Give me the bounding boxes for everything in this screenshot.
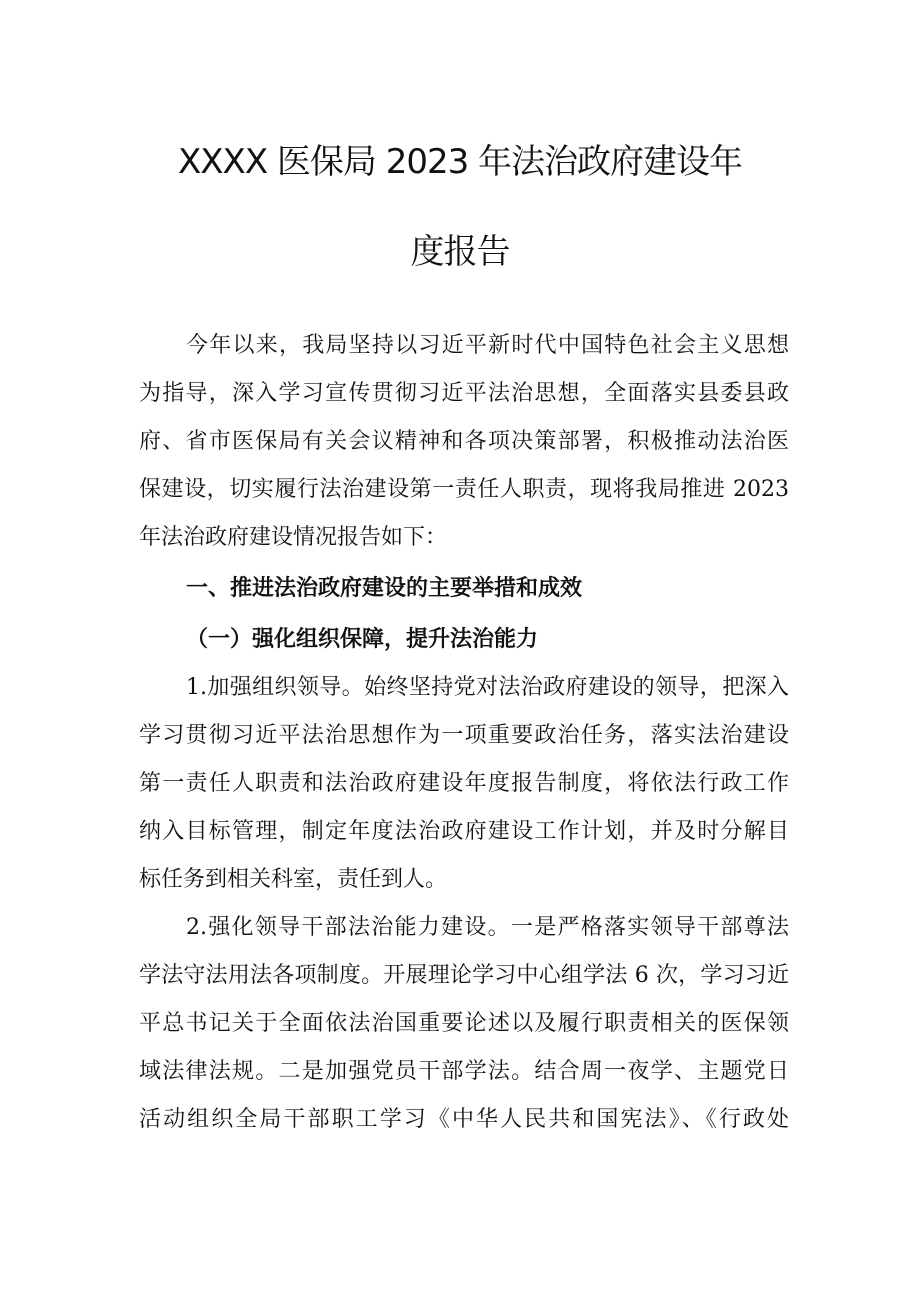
section-1-heading: 一、推进法治政府建设的主要举措和成效 [186,576,583,601]
subsection-1-heading: （一）强化组织保障，提升法治能力 [186,626,539,652]
item-2-line-1: 2.强化领导干部法治能力建设。一是严格落实领导干部尊法 [186,915,789,940]
item-1-line-1: 1.加强组织领导。始终坚持党对法治政府建设的领导，把深入 [186,675,789,700]
intro-line-5: 年法治政府建设情况报告如下： [139,525,448,550]
intro-line-2: 为指导，深入学习宣传贯彻习近平法治思想，全面落实县委县政 [139,381,789,406]
item-2-line-2: 学法守法用法各项制度。开展理论学习中心组学法 6 次，学习习近 [139,963,789,988]
item-2-line-4: 域法律法规。二是加强党员干部学法。结合周一夜学、主题党日 [139,1059,789,1084]
item-1-line-2: 学习贯彻习近平法治思想作为一项重要政治任务，落实法治建设 [139,723,789,748]
intro-line-3: 府、省市医保局有关会议精神和各项决策部署，积极推动法治医 [139,429,789,454]
intro-line-1: 今年以来，我局坚持以习近平新时代中国特色社会主义思想 [186,333,789,358]
document-title-line-1: XXXX 医保局 2023 年法治政府建设年 [177,142,743,182]
item-1-line-5: 标任务到相关科室，责任到人。 [139,867,448,892]
intro-line-4: 保建设，切实履行法治建设第一责任人职责，现将我局推进 2023 [139,477,789,502]
item-2-line-3: 平总书记关于全面依法治国重要论述以及履行职责相关的医保领 [139,1011,789,1036]
item-2-line-5: 活动组织全局干部职工学习《中华人民共和国宪法》、《行政处 [139,1107,789,1132]
item-1-line-4: 纳入目标管理，制定年度法治政府建设工作计划，并及时分解目 [139,819,789,844]
document-title-line-2: 度报告 [410,232,510,272]
item-1-line-3: 第一责任人职责和法治政府建设年度报告制度，将依法行政工作 [139,771,789,796]
